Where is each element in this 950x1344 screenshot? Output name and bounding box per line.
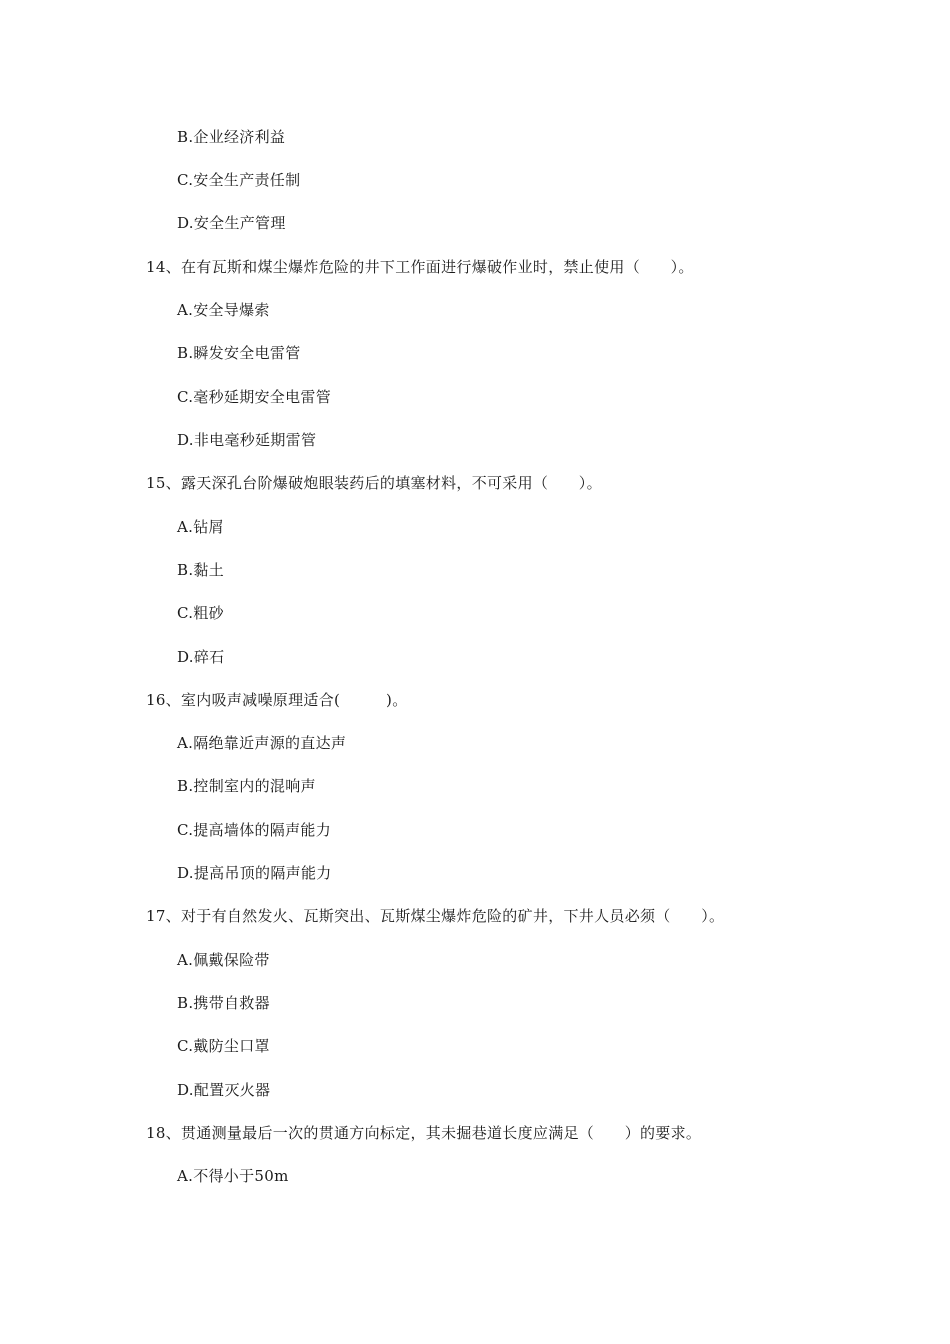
- option-line: C.毫秒延期安全电雷管: [177, 388, 332, 406]
- option-line: B.企业经济利益: [177, 128, 286, 146]
- question-line: 14、在有瓦斯和煤尘爆炸危险的井下工作面进行爆破作业时，禁止使用（ ）。: [146, 258, 694, 276]
- option-line: C.安全生产责任制: [177, 171, 301, 189]
- option-line: B.黏土: [177, 561, 224, 579]
- option-line: C.粗砂: [177, 604, 224, 622]
- option-line: A.隔绝靠近声源的直达声: [177, 734, 347, 752]
- option-line: A.安全导爆索: [177, 301, 270, 319]
- option-line: C.戴防尘口罩: [177, 1037, 270, 1055]
- option-line: D.安全生产管理: [177, 214, 286, 232]
- option-line: A.钻屑: [177, 518, 224, 536]
- option-line: D.非电毫秒延期雷管: [177, 431, 317, 449]
- option-line: B.瞬发安全电雷管: [177, 344, 301, 362]
- option-line: B.控制室内的混响声: [177, 777, 316, 795]
- option-line: D.配置灭火器: [177, 1081, 271, 1099]
- option-line: B.携带自救器: [177, 994, 270, 1012]
- question-line: 15、露天深孔台阶爆破炮眼装药后的填塞材料，不可采用（ ）。: [146, 474, 602, 492]
- question-line: 16、室内吸声减噪原理适合( )。: [146, 691, 408, 709]
- option-line: C.提高墙体的隔声能力: [177, 821, 332, 839]
- option-line: D.提高吊顶的隔声能力: [177, 864, 332, 882]
- option-line: D.碎石: [177, 648, 225, 666]
- option-line: A.不得小于50m: [177, 1167, 289, 1185]
- question-line: 17、对于有自然发火、瓦斯突出、瓦斯煤尘爆炸危险的矿井，下井人员必须（ ）。: [146, 907, 725, 925]
- question-line: 18、贯通测量最后一次的贯通方向标定，其未掘巷道长度应满足（ ）的要求。: [146, 1124, 702, 1142]
- option-line: A.佩戴保险带: [177, 951, 270, 969]
